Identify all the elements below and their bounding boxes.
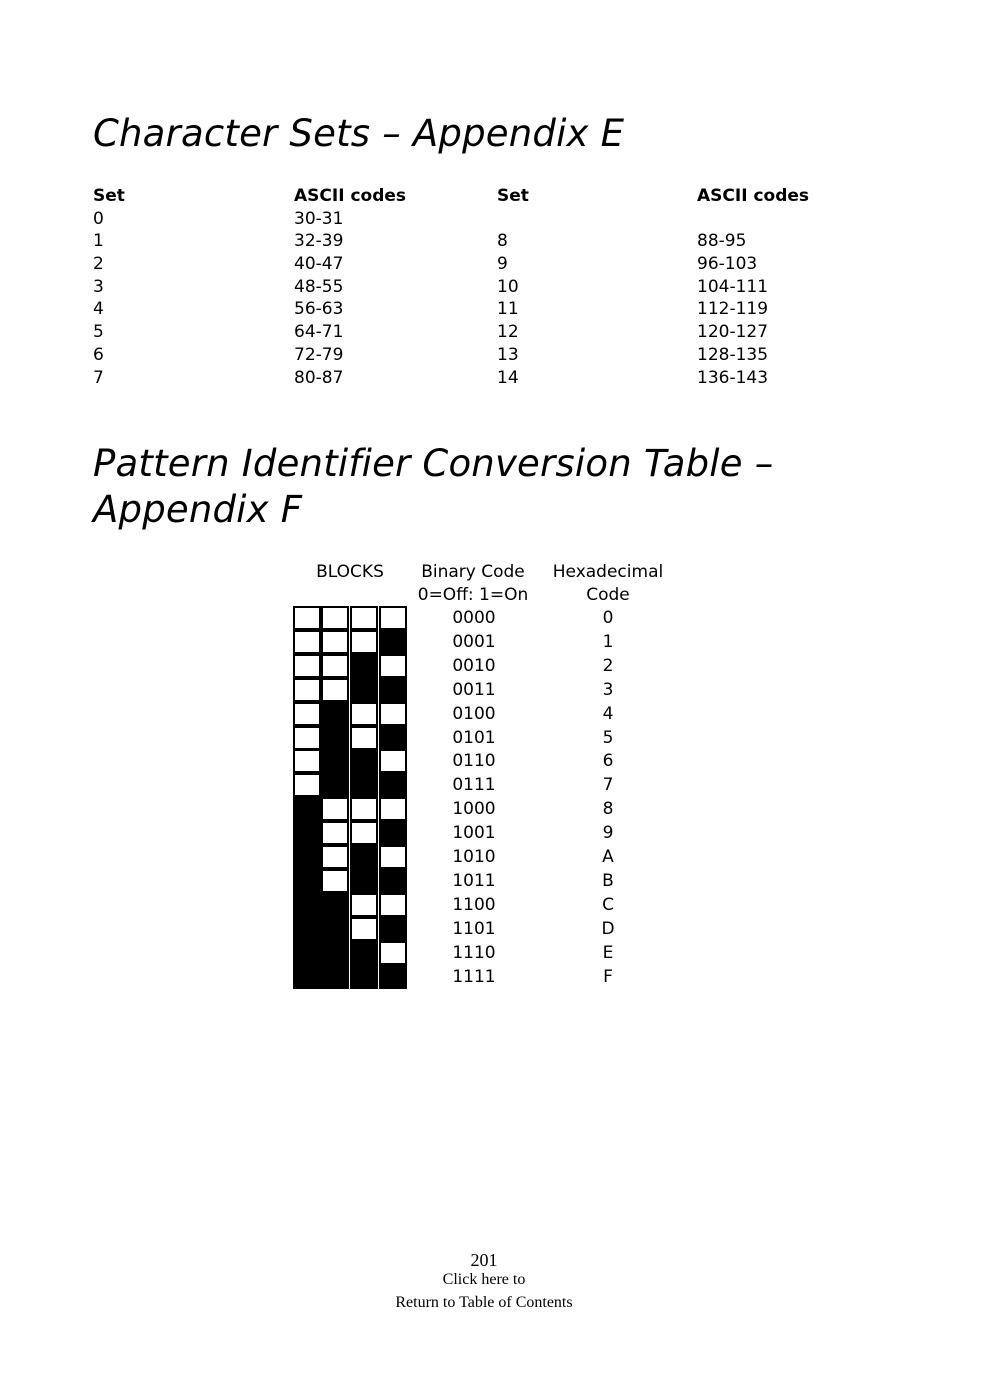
- column-header-set: Set: [497, 186, 529, 206]
- hex-code: 7: [602, 775, 614, 796]
- block-pattern-row: [293, 941, 407, 965]
- hex-code: 1: [602, 631, 614, 652]
- binary-code-subheader: 0=Off: 1=On: [417, 585, 529, 605]
- hex-code: 3: [602, 679, 614, 700]
- table-header-row: [93, 185, 893, 208]
- hex-code: 6: [602, 751, 614, 772]
- ascii-range: 56-63: [294, 299, 344, 319]
- set-number: 9: [497, 254, 508, 274]
- block-off: [379, 845, 407, 869]
- hex-code: 9: [602, 823, 614, 844]
- block-on: [379, 965, 407, 989]
- hex-code: 5: [602, 727, 614, 748]
- block-on: [321, 726, 349, 750]
- table-row: [93, 276, 893, 299]
- binary-code: 1111: [452, 966, 496, 987]
- block-on: [293, 917, 321, 941]
- set-number: 0: [93, 209, 104, 229]
- set-number: 11: [497, 299, 519, 319]
- block-on: [350, 869, 378, 893]
- appendix-f-title: Pattern Identifier Conversion Table – Appendix F: [93, 442, 774, 531]
- block-pattern-row: [293, 917, 407, 941]
- binary-code: 0010: [452, 655, 496, 676]
- hex-code: 8: [602, 799, 614, 820]
- block-off: [293, 702, 321, 726]
- ascii-range: 112-119: [697, 299, 769, 319]
- set-number: 8: [497, 231, 508, 251]
- block-pattern-row: [293, 726, 407, 750]
- table-row: [93, 367, 893, 390]
- block-on: [321, 965, 349, 989]
- hexadecimal-header: Hexadecimal: [552, 562, 664, 582]
- block-pattern-row: [293, 606, 407, 630]
- block-off: [379, 797, 407, 821]
- block-off: [350, 606, 378, 630]
- block-off: [321, 869, 349, 893]
- ascii-range: 64-71: [294, 322, 344, 342]
- ascii-range: 40-47: [294, 254, 344, 274]
- block-off: [293, 630, 321, 654]
- ascii-range: 72-79: [294, 345, 344, 365]
- ascii-range: 136-143: [697, 368, 769, 388]
- hex-code: E: [602, 942, 614, 963]
- block-on: [350, 941, 378, 965]
- block-off: [321, 821, 349, 845]
- block-on: [350, 845, 378, 869]
- block-on: [379, 917, 407, 941]
- block-pattern-row: [293, 630, 407, 654]
- hex-code: 0: [602, 608, 614, 628]
- ascii-range: 30-31: [294, 209, 344, 229]
- block-on: [321, 893, 349, 917]
- block-off: [293, 726, 321, 750]
- block-pattern-row: [293, 965, 407, 989]
- column-header-set: Set: [93, 186, 125, 206]
- block-on: [321, 917, 349, 941]
- block-on: [379, 869, 407, 893]
- binary-code: 1010: [452, 847, 496, 867]
- block-on: [379, 773, 407, 797]
- block-pattern-row: [293, 893, 407, 917]
- block-off: [293, 606, 321, 630]
- set-number: 14: [497, 368, 519, 388]
- column-header-ascii-codes: ASCII codes: [294, 186, 407, 206]
- toc-link[interactable]: Click here to: [442, 1271, 526, 1288]
- block-off: [379, 941, 407, 965]
- block-on: [293, 965, 321, 989]
- block-on: [293, 797, 321, 821]
- set-number: 13: [497, 345, 519, 365]
- hex-code: F: [603, 966, 613, 987]
- set-number: 4: [93, 299, 104, 319]
- binary-code: 1110: [452, 942, 496, 963]
- binary-code: 0100: [452, 703, 496, 724]
- block-on: [293, 869, 321, 893]
- block-off: [293, 678, 321, 702]
- block-on: [293, 821, 321, 845]
- block-on: [350, 749, 378, 773]
- hex-code: D: [601, 918, 615, 939]
- block-off: [321, 678, 349, 702]
- block-on: [321, 773, 349, 797]
- block-off: [321, 654, 349, 678]
- table-row: [93, 344, 893, 367]
- block-on: [350, 965, 378, 989]
- binary-code: 1100: [452, 894, 496, 915]
- block-pattern-row: [293, 869, 407, 893]
- block-on: [350, 773, 378, 797]
- block-off: [293, 749, 321, 773]
- block-off: [321, 845, 349, 869]
- table-row: [93, 230, 893, 253]
- block-off: [321, 630, 349, 654]
- set-number: 7: [93, 368, 104, 388]
- block-off: [350, 797, 378, 821]
- toc-link[interactable]: Return to Table of Contents: [395, 1294, 573, 1311]
- block-pattern-grid: [293, 606, 407, 990]
- block-pattern-row: [293, 797, 407, 821]
- block-on: [293, 941, 321, 965]
- hexadecimal-subheader: Code: [586, 585, 630, 605]
- block-pattern-row: [293, 654, 407, 678]
- hex-code: B: [602, 870, 614, 891]
- ascii-range: 96-103: [697, 254, 758, 274]
- block-pattern-row: [293, 821, 407, 845]
- ascii-range: 88-95: [697, 231, 747, 251]
- table-row: [93, 298, 893, 321]
- block-on: [379, 630, 407, 654]
- set-number: 6: [93, 345, 104, 365]
- block-off: [350, 821, 378, 845]
- binary-code: 0001: [452, 631, 496, 652]
- hex-code: C: [602, 894, 614, 915]
- block-on: [293, 893, 321, 917]
- block-on: [350, 678, 378, 702]
- block-on: [379, 821, 407, 845]
- appendix-e-title: Character Sets – Appendix E: [93, 112, 625, 155]
- set-number: 1: [93, 231, 104, 251]
- block-on: [293, 845, 321, 869]
- hex-code: 2: [602, 655, 614, 676]
- set-number: 2: [93, 254, 104, 274]
- block-off: [379, 702, 407, 726]
- block-off: [350, 726, 378, 750]
- block-off: [350, 917, 378, 941]
- block-off: [293, 773, 321, 797]
- block-off: [350, 893, 378, 917]
- hex-code: 4: [602, 703, 614, 724]
- block-on: [350, 654, 378, 678]
- block-on: [321, 941, 349, 965]
- ascii-range: 120-127: [697, 322, 769, 342]
- blocks-header: BLOCKS: [316, 562, 384, 582]
- binary-code: 0011: [452, 679, 496, 700]
- table-row: [93, 321, 893, 344]
- block-on: [321, 749, 349, 773]
- block-off: [379, 893, 407, 917]
- set-number: 10: [497, 277, 519, 297]
- block-off: [379, 749, 407, 773]
- binary-code: 0101: [452, 727, 496, 748]
- binary-code: 0111: [452, 775, 496, 796]
- binary-code: 1101: [452, 918, 496, 939]
- block-pattern-row: [293, 773, 407, 797]
- set-number: 3: [93, 277, 104, 297]
- binary-code: 1000: [452, 799, 496, 820]
- table-row: [93, 253, 893, 276]
- block-on: [321, 702, 349, 726]
- column-header-ascii-codes: ASCII codes: [697, 186, 810, 206]
- block-on: [379, 726, 407, 750]
- block-pattern-row: [293, 749, 407, 773]
- binary-code: 0110: [452, 751, 496, 772]
- block-off: [350, 702, 378, 726]
- block-pattern-row: [293, 678, 407, 702]
- ascii-range: 80-87: [294, 368, 344, 388]
- ascii-range: 104-111: [697, 277, 769, 297]
- ascii-range: 128-135: [697, 345, 769, 365]
- set-number: 12: [497, 322, 519, 342]
- block-off: [321, 797, 349, 821]
- block-off: [321, 606, 349, 630]
- binary-code: 1011: [452, 870, 496, 891]
- ascii-range: 32-39: [294, 231, 344, 251]
- binary-code: 0000: [452, 608, 496, 628]
- block-on: [379, 678, 407, 702]
- table-row: [93, 208, 893, 231]
- set-number: 5: [93, 322, 104, 342]
- block-off: [379, 654, 407, 678]
- page-number: 201: [470, 1250, 498, 1270]
- ascii-range: 48-55: [294, 277, 344, 297]
- block-off: [350, 630, 378, 654]
- binary-code: 1001: [452, 823, 496, 844]
- binary-code-header: Binary Code: [421, 562, 525, 582]
- hex-code: A: [602, 847, 614, 867]
- block-off: [379, 606, 407, 630]
- block-pattern-row: [293, 845, 407, 869]
- block-off: [293, 654, 321, 678]
- block-pattern-row: [293, 702, 407, 726]
